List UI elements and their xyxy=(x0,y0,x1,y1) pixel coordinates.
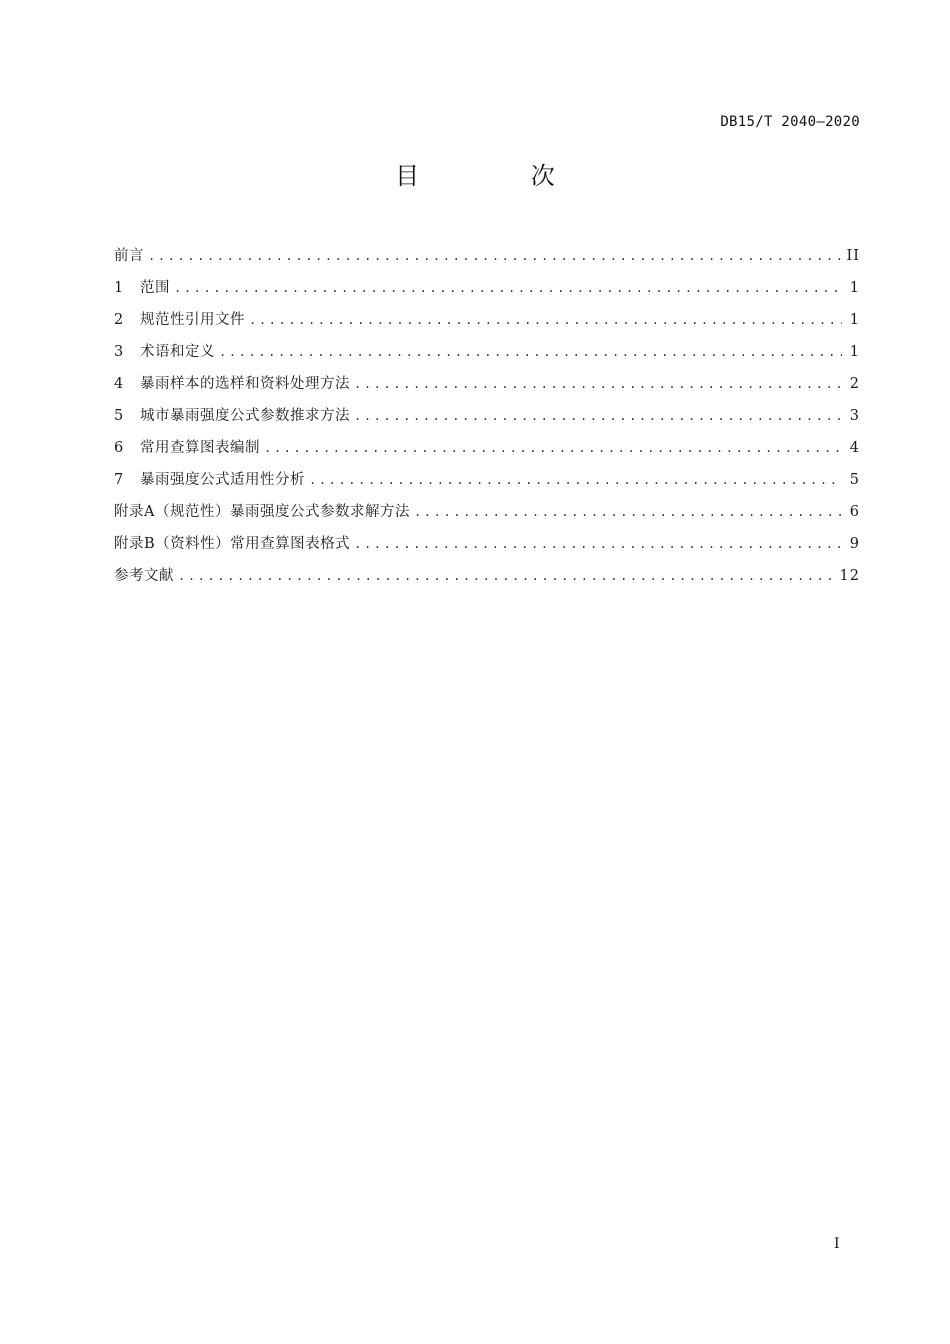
toc-section-number: 5 xyxy=(114,408,124,424)
toc-dot-leader xyxy=(148,249,841,263)
toc-section-number: 3 xyxy=(114,344,124,360)
toc-entry-appendix-b[interactable] xyxy=(114,532,860,564)
toc-section-number: 4 xyxy=(114,376,124,392)
toc-dot-leader xyxy=(354,537,842,551)
toc-entry-label: 参考文献 xyxy=(114,568,174,584)
toc-section-number: 6 xyxy=(114,440,124,456)
toc-entry-chart-compilation[interactable] xyxy=(114,436,860,468)
toc-section-number: 1 xyxy=(114,280,124,296)
toc-dot-leader xyxy=(309,473,842,487)
toc-entry-label: 常用查算图表编制 xyxy=(140,440,260,456)
toc-entry-label: 术语和定义 xyxy=(140,344,215,360)
toc-page-number: 6 xyxy=(849,504,860,520)
toc-entry-label: 规范性引用文件 xyxy=(140,312,245,328)
page-number-footer: I xyxy=(834,1236,840,1252)
toc-entry-terms-definitions[interactable] xyxy=(114,340,860,372)
toc-page-number: 1 xyxy=(849,280,860,296)
toc-entry-label: 暴雨强度公式适用性分析 xyxy=(140,472,305,488)
toc-page-number: II xyxy=(846,248,860,264)
toc-dot-leader xyxy=(219,345,842,359)
toc-entry-label: 暴雨样本的选样和资料处理方法 xyxy=(140,376,350,392)
toc-entry-label: 附录B（资料性）常用查算图表格式 xyxy=(114,536,351,552)
table-of-contents xyxy=(114,244,860,596)
toc-dot-leader xyxy=(174,281,842,295)
toc-dot-leader xyxy=(354,409,842,423)
toc-page-number: 12 xyxy=(839,568,860,584)
toc-section-number: 7 xyxy=(114,472,124,488)
toc-dot-leader xyxy=(249,313,842,327)
toc-page-number: 3 xyxy=(849,408,860,424)
toc-entry-scope[interactable] xyxy=(114,276,860,308)
page-title: 目 次 xyxy=(395,162,607,190)
toc-dot-leader xyxy=(178,569,834,583)
toc-page-number: 5 xyxy=(849,472,860,488)
toc-entry-label: 城市暴雨强度公式参数推求方法 xyxy=(140,408,350,424)
toc-section-number: 2 xyxy=(114,312,124,328)
toc-entry-bibliography[interactable] xyxy=(114,564,860,596)
toc-page-number: 2 xyxy=(849,376,860,392)
toc-entry-label: 范围 xyxy=(140,280,170,296)
toc-entry-label: 附录A（规范性）暴雨强度公式参数求解方法 xyxy=(114,504,410,520)
toc-page-number: 9 xyxy=(849,536,860,552)
toc-entry-foreword[interactable] xyxy=(114,244,860,276)
toc-page-number: 4 xyxy=(849,440,860,456)
toc-page-number: 1 xyxy=(849,344,860,360)
toc-dot-leader xyxy=(354,377,842,391)
standard-code: DB15/T 2040—2020 xyxy=(720,114,860,130)
toc-page-number: 1 xyxy=(849,312,860,328)
toc-entry-applicability-analysis[interactable] xyxy=(114,468,860,500)
toc-dot-leader xyxy=(414,505,842,519)
toc-entry-parameter-derivation[interactable] xyxy=(114,404,860,436)
toc-entry-label: 前言 xyxy=(114,248,144,264)
toc-entry-appendix-a[interactable] xyxy=(114,500,860,532)
toc-entry-sample-selection[interactable] xyxy=(114,372,860,404)
toc-dot-leader xyxy=(264,441,842,455)
toc-entry-normative-references[interactable] xyxy=(114,308,860,340)
